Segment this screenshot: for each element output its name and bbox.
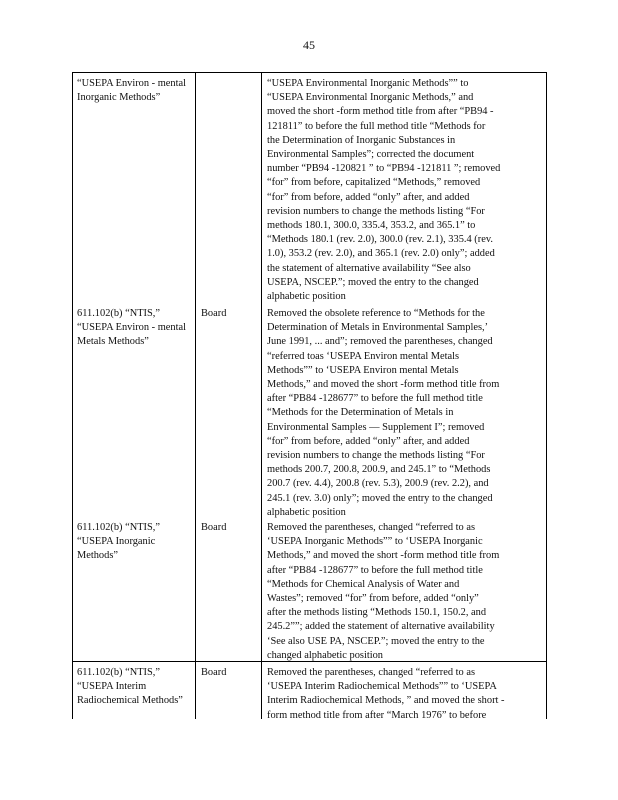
description-line: “for” from before, added “only” after, and added bbox=[267, 191, 470, 203]
agency-cell: Board bbox=[201, 308, 227, 319]
description-line: alphabetic position bbox=[267, 506, 346, 518]
description-line: revision numbers to change the methods listing “For bbox=[267, 450, 485, 462]
description-line: 200.7 (rev. 4.4), 200.8 (rev. 5.3), 200.9 (rev. 2.2), and bbox=[267, 478, 489, 490]
description-line: ‘See also USE PA, NSCEP.”; moved the entry to the bbox=[267, 635, 485, 647]
amendments-table bbox=[72, 72, 547, 719]
description-line: USEPA, NSCEP.”; moved the entry to the changed bbox=[267, 276, 479, 288]
description-cell bbox=[267, 307, 539, 520]
description-line: revision numbers to change the methods listing “For bbox=[267, 205, 485, 217]
description-line: “for” from before, capitalized “Methods,” removed bbox=[267, 177, 481, 189]
description-line: “Methods for Chemical Analysis of Water and bbox=[267, 578, 460, 590]
description-line: “USEPA Environmental Inorganic Methods”” to bbox=[267, 78, 469, 89]
description-line: 245.2””; added the statement of alternative availability bbox=[267, 621, 495, 633]
description-line: Environmental Samples”; corrected the document bbox=[267, 149, 475, 161]
table-row bbox=[73, 661, 546, 720]
description-line: “for” from before, added “only” after, and added bbox=[267, 435, 470, 447]
description-line: “Methods for the Determination of Metals in bbox=[267, 407, 454, 419]
description-cell bbox=[267, 521, 539, 663]
description-line: Determination of Metals in Environmental Samples,’ bbox=[267, 322, 489, 334]
description-line: 1.0), 353.2 (rev. 2.0), and 365.1 (rev. 2.0) only”; added bbox=[267, 248, 495, 260]
description-line: “referred toas ‘USEPA Environ mental Metals bbox=[267, 350, 460, 362]
description-line: Removed the parentheses, changed “referred to as bbox=[267, 522, 476, 533]
description-line: ‘USEPA Interim Radiochemical Methods”” to ‘USEPA bbox=[267, 681, 497, 693]
description-line: ‘USEPA Inorganic Methods”” to ‘USEPA Inorganic bbox=[267, 536, 483, 548]
description-line: methods 200.7, 200.8, 200.9, and 245.1” to “Methods bbox=[267, 464, 491, 476]
description-line: 245.1 (rev. 3.0) only”; moved the entry to the changed bbox=[267, 492, 493, 504]
description-line: methods 180.1, 300.0, 335.4, 353.2, and 365.1” to bbox=[267, 220, 476, 232]
description-line: changed alphabetic position bbox=[267, 649, 383, 661]
description-line: Methods,” and moved the short -form method title from bbox=[267, 379, 500, 391]
description-line: after “PB84 -128677” to before the full method title bbox=[267, 393, 483, 405]
section-cell: 611.102(b) “NTIS,” “USEPA Inorganic Methods” bbox=[77, 522, 161, 562]
table-row bbox=[73, 73, 546, 303]
description-line: Removed the parentheses, changed “referred to as bbox=[267, 667, 476, 678]
description-line: the statement of alternative availability “See also bbox=[267, 262, 471, 274]
page-number: 45 bbox=[303, 38, 315, 52]
description-line: after “PB84 -128677” to before the full method title bbox=[267, 564, 483, 576]
section-cell: 611.102(b) “NTIS,” “USEPA Environ - mental Metals Methods” bbox=[77, 308, 186, 348]
description-line: Methods,” and moved the short -form method title from bbox=[267, 550, 500, 562]
description-line: after the methods listing “Methods 150.1, 150.2, and bbox=[267, 607, 487, 619]
agency-cell: Board bbox=[201, 667, 227, 678]
description-line: Wastes”; removed “for” from before, added “only” bbox=[267, 593, 479, 605]
description-line: Environmental Samples — Supplement I”; removed bbox=[267, 421, 485, 433]
description-cell bbox=[267, 666, 539, 723]
description-line: number “PB94 -120821 ” to “PB94 -121811 ”; removed bbox=[267, 163, 501, 175]
description-line: “USEPA Environmental Inorganic Methods,” and bbox=[267, 92, 474, 104]
description-line: Interim Radiochemical Methods, ” and moved the short - bbox=[267, 695, 505, 707]
table-row bbox=[73, 303, 546, 517]
description-line: 121811” to before the full method title “Methods for bbox=[267, 120, 486, 132]
description-line: June 1991, ... and”; removed the parentheses, changed bbox=[267, 336, 493, 348]
description-line: Removed the obsolete reference to “Methods for the bbox=[267, 308, 485, 319]
description-line: “Methods 180.1 (rev. 2.0), 300.0 (rev. 2.1), 335.4 (rev. bbox=[267, 234, 493, 246]
table-row bbox=[73, 517, 546, 661]
description-cell bbox=[267, 77, 539, 304]
description-line: the Determination of Inorganic Substances in bbox=[267, 134, 456, 146]
description-line: alphabetic position bbox=[267, 291, 346, 303]
description-line: form method title from after “March 1976” to before bbox=[267, 709, 487, 721]
description-line: moved the short -form method title from after “PB94 - bbox=[267, 106, 494, 118]
agency-cell: Board bbox=[201, 522, 227, 533]
description-line: Methods”” to ‘USEPA Environ mental Metals bbox=[267, 364, 459, 376]
section-cell: 611.102(b) “NTIS,” “USEPA Interim Radiochemical Methods” bbox=[77, 667, 183, 707]
section-cell: “USEPA Environ - mental Inorganic Methods” bbox=[77, 78, 186, 104]
